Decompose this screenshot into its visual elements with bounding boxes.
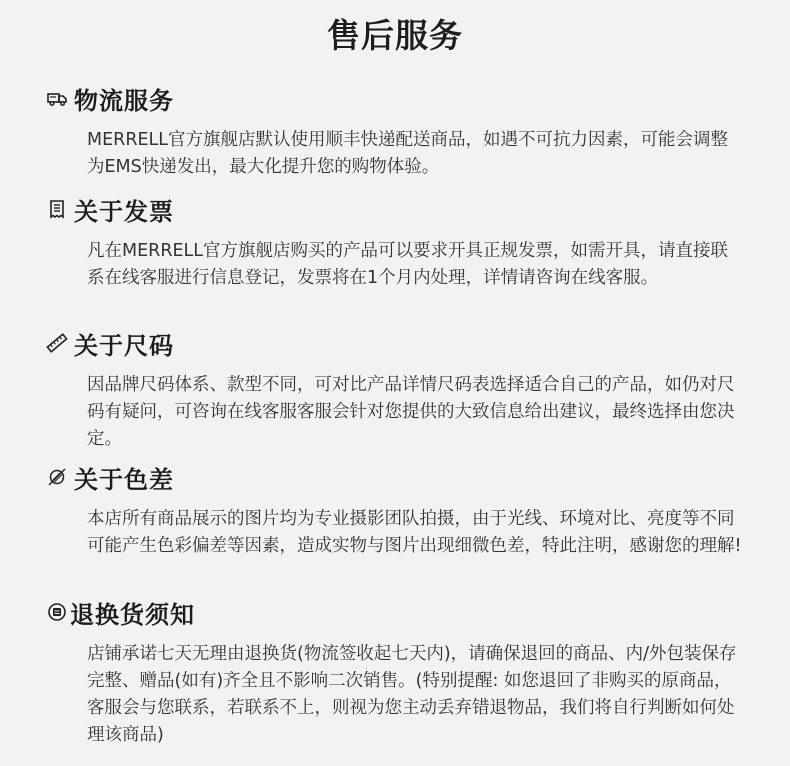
section-title: 物流服务 [74,86,174,115]
section-body: 因品牌尺码体系、款型不同，可对比产品详情尺码表选择适合自己的产品，如仍对尺码有疑问，可咨询在线客服客服会针对您提供的大致信息给出建议，最终选择由您决定。 [87,375,735,449]
section-title: 关于发票 [74,197,174,226]
section-title: 关于色差 [74,465,174,494]
section-header [46,192,174,226]
section-title: 关于尺码 [74,331,174,360]
section-body: 店铺承诺七天无理由退换货(物流签收起七天内)，请确保退回的商品、内/外包装保存完整、赠品(如有)齐全且不影响二次销售。(特别提醒: 如您退回了非购买的原商品，客服会与您联系，若联系不上，则视为您主动丢弃错退物品，我们将自行判断如何处理该商品) [87,644,737,745]
section-header [46,460,174,494]
page-title: 售后服务 [327,16,463,55]
section-body: MERRELL官方旗舰店默认使用顺丰快递配送商品，如遇不可抗力因素，可能会调整为EMS快递发出，最大化提升您的购物体验。 [87,130,729,177]
color-icon [46,466,68,488]
ruler-icon [46,332,68,354]
return-icon [46,601,68,623]
section-title: 退换货须知 [70,600,195,629]
section-body: 本店所有商品展示的图片均为专业摄影团队拍摄，由于光线、环境对比、亮度等不同可能产生色彩偏差等因素，造成实物与图片出现细微色差，特此注明，感谢您的理解! [87,509,742,556]
section-header [46,81,174,115]
truck-icon [46,87,68,109]
section-body: 凡在MERRELL官方旗舰店购买的产品可以要求开具正规发票，如需开具，请直接联系在线客服进行信息登记，发票将在1个月内处理，详情请咨询在线客服。 [87,241,729,288]
section-header [46,326,174,360]
invoice-icon [46,198,68,220]
section-header [46,595,195,629]
